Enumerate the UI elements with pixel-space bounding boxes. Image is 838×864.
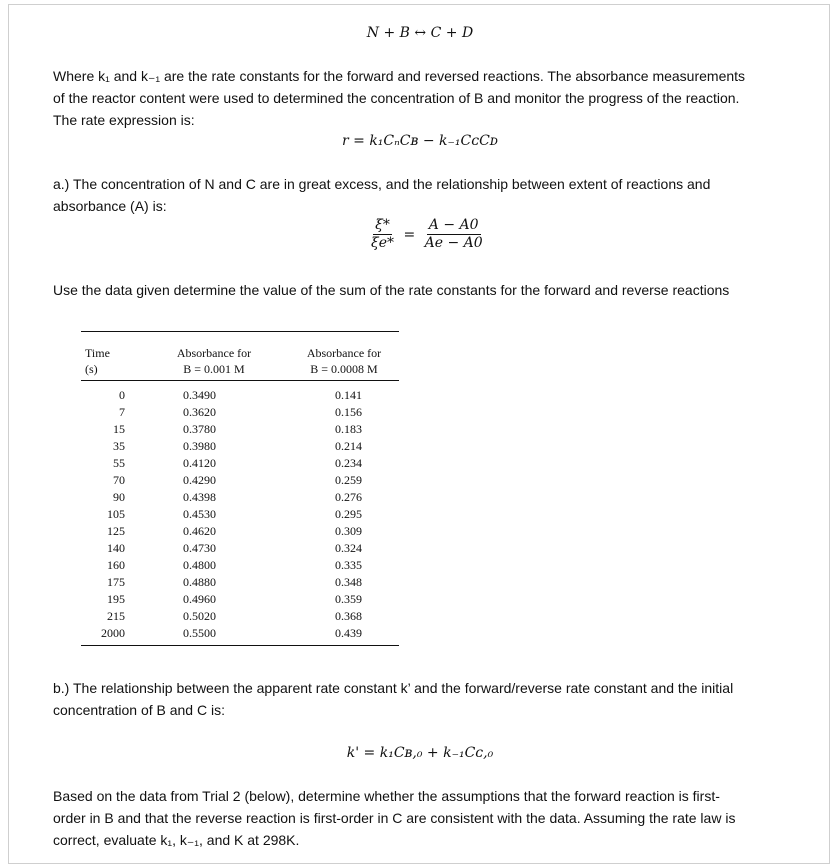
absorbance-b2-cell: 0.359 [335, 592, 362, 606]
part-a-paragraph [53, 173, 789, 217]
rate-expression: r = k₁CₙCʙ − k₋₁CᴄCᴅ [342, 133, 498, 149]
part-b-paragraph [53, 677, 789, 721]
header-b2-line1: Absorbance for [306, 346, 382, 360]
absorbance-b2-cell: 0.214 [335, 439, 362, 453]
absorbance-b1-cell: 0.5500 [183, 626, 216, 640]
final-line-1: Based on the data from Trial 2 (below), determine whether the assumptions that the forward reaction is first- [53, 788, 720, 804]
equals-sign: = [403, 226, 416, 243]
part-b-line-2: concentration of B and C is: [53, 702, 225, 718]
absorbance-b2-cell: 0.141 [335, 388, 362, 402]
reaction-lhs: N + B [366, 25, 410, 41]
absorbance-b2-column [335, 387, 385, 642]
absorbance-b2-cell: 0.234 [335, 456, 362, 470]
final-line-3: correct, evaluate k₁, k₋₁, and K at 298K. [53, 832, 300, 848]
absorbance-b2-cell: 0.368 [335, 609, 362, 623]
absorbance-b2-cell: 0.335 [335, 558, 362, 572]
header-absorbance-b2 [289, 345, 399, 377]
absorbance-b2-cell: 0.324 [335, 541, 362, 555]
part-a-line-2: absorbance (A) is: [53, 198, 167, 214]
time-cell: 125 [107, 524, 125, 538]
intro-line-1: Where k₁ and k₋₁ are the rate constants for the forward and reversed reactions. The absorbance measurements [53, 68, 746, 84]
time-cell: 2000 [101, 626, 125, 640]
time-cell: 215 [107, 609, 125, 623]
extent-rhs-denominator: Ae − A0 [424, 235, 483, 251]
table-top-rule [81, 331, 399, 332]
absorbance-b1-cell: 0.3780 [183, 422, 216, 436]
time-cell: 160 [107, 558, 125, 572]
time-cell: 7 [119, 405, 125, 419]
absorbance-b2-cell: 0.156 [335, 405, 362, 419]
header-absorbance-b1 [159, 345, 269, 377]
extent-equation [369, 217, 485, 252]
absorbance-b2-cell: 0.295 [335, 507, 362, 521]
apparent-rate-equation: k' = k₁Cʙ,₀ + k₋₁Cᴄ,₀ [346, 745, 494, 761]
final-paragraph [53, 785, 789, 851]
reversible-arrow: ↔ [414, 25, 427, 41]
table-bottom-rule [81, 645, 399, 646]
absorbance-b1-cell: 0.4398 [183, 490, 216, 504]
header-b1-line2: B = 0.001 M [183, 362, 245, 376]
absorbance-b1-cell: 0.3490 [183, 388, 216, 402]
extent-fraction-rhs [423, 217, 485, 252]
extent-lhs-numerator: ξ* [375, 217, 390, 233]
time-cell: 105 [107, 507, 125, 521]
extent-rhs-numerator: A − A0 [428, 217, 479, 233]
time-cell: 90 [113, 490, 125, 504]
header-time-line1: Time [85, 346, 110, 360]
extent-lhs-denominator: ξe* [371, 235, 394, 251]
absorbance-b2-cell: 0.439 [335, 626, 362, 640]
time-cell: 0 [119, 388, 125, 402]
document-page [8, 4, 830, 864]
extent-fraction-lhs [369, 217, 396, 252]
absorbance-b1-cell: 0.4800 [183, 558, 216, 572]
header-time-line2: (s) [85, 362, 98, 376]
absorbance-b2-cell: 0.276 [335, 490, 362, 504]
absorbance-b1-cell: 0.5020 [183, 609, 216, 623]
reaction-rhs: C + D [430, 25, 474, 41]
part-a-line-1: a.) The concentration of N and C are in great excess, and the relationship between extent of reactions and [53, 176, 711, 192]
absorbance-b1-cell: 0.4620 [183, 524, 216, 538]
header-b1-line1: Absorbance for [176, 346, 252, 360]
absorbance-b1-cell: 0.4530 [183, 507, 216, 521]
absorbance-b2-cell: 0.348 [335, 575, 362, 589]
final-line-2: order in B and that the reverse reaction is first-order in C are consistent with the data. Assuming the rate law is [53, 810, 736, 826]
absorbance-b1-column [183, 387, 243, 642]
absorbance-b1-cell: 0.3620 [183, 405, 216, 419]
time-cell: 140 [107, 541, 125, 555]
intro-line-2: of the reactor content were used to determined the concentration of B and monitor the progress of the reaction. [53, 90, 740, 106]
absorbance-b2-cell: 0.183 [335, 422, 362, 436]
time-cell: 35 [113, 439, 125, 453]
intro-paragraph [53, 65, 789, 131]
time-cell: 15 [113, 422, 125, 436]
reaction-equation [9, 25, 831, 41]
header-time [85, 345, 110, 377]
absorbance-b2-cell: 0.309 [335, 524, 362, 538]
table-header-rule [81, 380, 399, 381]
absorbance-b1-cell: 0.4880 [183, 575, 216, 589]
intro-line-3: The rate expression is: [53, 112, 195, 128]
absorbance-b1-cell: 0.4730 [183, 541, 216, 555]
absorbance-b2-cell: 0.259 [335, 473, 362, 487]
time-cell: 175 [107, 575, 125, 589]
header-b2-line2: B = 0.0008 M [310, 362, 378, 376]
absorbance-b1-cell: 0.3980 [183, 439, 216, 453]
instruction-text: Use the data given determine the value of the sum of the rate constants for the forward and reverse reactions [53, 282, 730, 298]
part-b-line-1: b.) The relationship between the apparent rate constant k’ and the forward/reverse rate constant and the initial [53, 680, 734, 696]
time-cell: 195 [107, 592, 125, 606]
absorbance-b1-cell: 0.4120 [183, 456, 216, 470]
time-cell: 55 [113, 456, 125, 470]
time-column [81, 387, 125, 642]
time-cell: 70 [113, 473, 125, 487]
absorbance-b1-cell: 0.4960 [183, 592, 216, 606]
absorbance-b1-cell: 0.4290 [183, 473, 216, 487]
